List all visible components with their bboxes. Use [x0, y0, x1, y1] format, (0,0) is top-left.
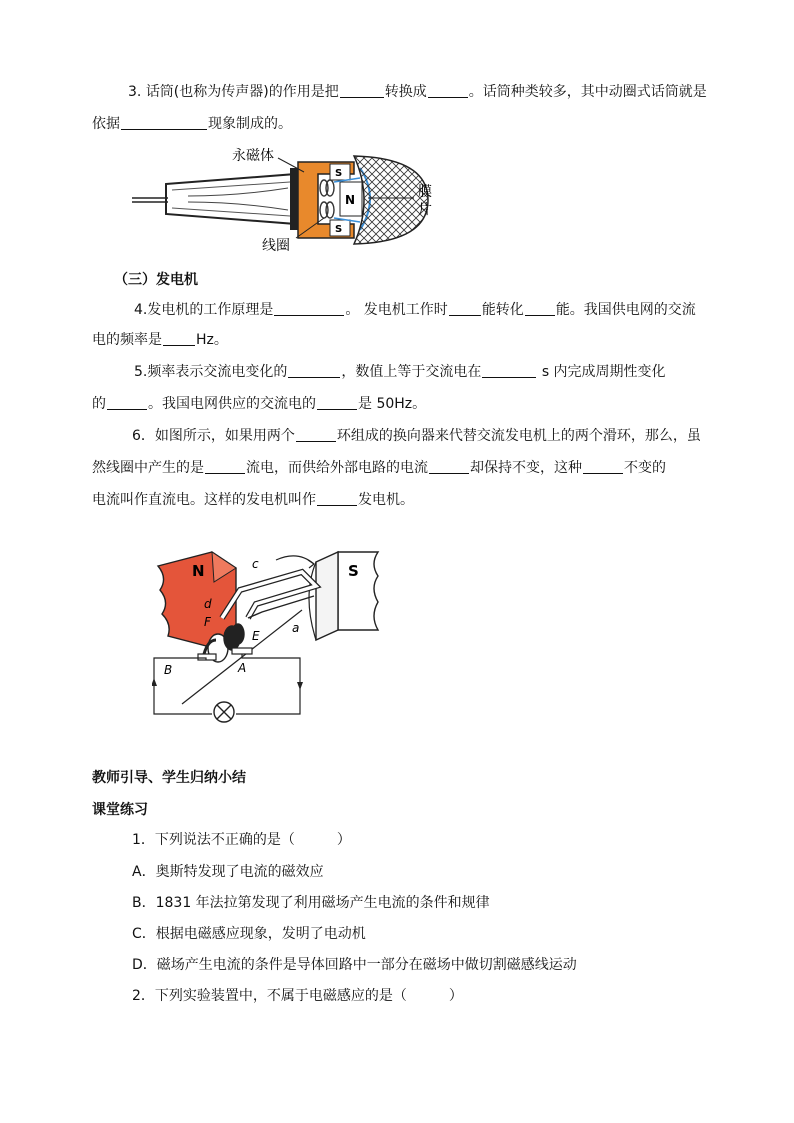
- gen-pole-n: N: [192, 562, 205, 580]
- mic-label-coil: 线圈: [262, 238, 290, 254]
- gen-label-f: F: [204, 615, 211, 629]
- q3-text: 转换成: [384, 84, 427, 100]
- mic-pole-n: N: [345, 193, 356, 207]
- gen-label-b: B: [164, 663, 173, 677]
- summary-heading: 教师引导、学生归纳小结: [92, 770, 246, 786]
- q6-text: 电流叫作直流电。这样的发电机叫作: [92, 492, 316, 508]
- q5-text: s 内完成周期性变化: [541, 364, 666, 380]
- q6-blank-1: [296, 427, 336, 442]
- q5-blank-2: [482, 363, 536, 378]
- q4-blank-4: [163, 331, 195, 346]
- q3-blank-3: [121, 115, 207, 130]
- q6-blank-2: [205, 459, 245, 474]
- q3-number: 3.: [128, 84, 142, 100]
- gen-label-a-lower: a: [292, 621, 300, 635]
- gen-pole-s: S: [348, 562, 359, 580]
- mic-label-magnet: 永磁体: [232, 148, 274, 164]
- practice-1-option-b: B．1831 年法拉第发现了利用磁场产生电流的条件和规律: [132, 895, 490, 911]
- q4-text: 。 发电机工作时: [345, 302, 448, 318]
- gen-label-c: c: [252, 557, 259, 571]
- q4-text: Hz。: [196, 332, 228, 348]
- q5-blank-1: [288, 363, 340, 378]
- practice-2-stem: 2．下列实验装置中，不属于电磁感应的是（ ）: [132, 988, 463, 1004]
- mic-label-film-2: 片: [418, 202, 432, 218]
- q3-blank-1: [340, 83, 384, 98]
- q6-blank-5: [317, 491, 357, 506]
- microphone-diagram: [128, 138, 438, 258]
- mic-pole-s-bottom: S: [335, 224, 343, 235]
- q6-blank-4: [583, 459, 623, 474]
- q3-blank-2: [428, 83, 468, 98]
- q6-line-2: [92, 458, 666, 478]
- q5-text: 是 50Hz。: [358, 396, 427, 412]
- practice-heading: 课堂练习: [92, 802, 148, 818]
- q6-text: 环组成的换向器来代替交流发电机上的两个滑环，那么，虽: [336, 428, 701, 444]
- q6-line-3: [92, 490, 414, 510]
- q6-text: 发电机。: [358, 492, 414, 508]
- q3-text: 现象制成的。: [208, 116, 292, 132]
- q4-number: 4.: [134, 302, 148, 318]
- mic-label-film-1: 膜: [418, 184, 432, 200]
- q4-blank-2: [449, 301, 481, 316]
- gen-label-d: d: [204, 597, 212, 611]
- q5-line-1: [134, 362, 666, 382]
- q3-text: 。话筒种类较多，其中动圈式话筒就是: [468, 84, 707, 100]
- section-heading-generator: （三）发电机: [114, 272, 198, 288]
- q6-text: 如图所示，如果用两个: [154, 428, 295, 444]
- practice-1-option-d: D．磁场产生电流的条件是导体回路中一部分在磁场中做切割磁感线运动: [132, 957, 577, 973]
- q6-text: 不变的: [624, 460, 666, 476]
- q5-number: 5.: [134, 364, 148, 380]
- q4-blank-1: [274, 301, 344, 316]
- q6-line-1: [132, 426, 701, 446]
- q3-line-2: [92, 114, 292, 134]
- q5-blank-3: [107, 395, 147, 410]
- gen-label-a-upper: A: [238, 661, 247, 675]
- q4-text: 发电机的工作原理是: [147, 302, 274, 318]
- q3-line-1: [128, 82, 707, 102]
- q4-line-1: [134, 300, 696, 320]
- q5-blank-4: [317, 395, 357, 410]
- generator-diagram: [152, 544, 384, 724]
- q5-line-2: [92, 394, 426, 414]
- q3-text: 话筒(也称为传声器)的作用是把: [145, 84, 339, 100]
- q3-text: 依据: [92, 116, 120, 132]
- q5-text: 频率表示交流电变化的: [147, 364, 288, 380]
- q5-text: 。我国电网供应的交流电的: [148, 396, 316, 412]
- q6-blank-3: [429, 459, 469, 474]
- q6-text: 流电，而供给外部电路的电流: [246, 460, 428, 476]
- q5-text: ，数值上等于交流电在: [341, 364, 482, 380]
- q4-text: 电的频率是: [92, 332, 162, 348]
- q6-text: 然线圈中产生的是: [92, 460, 204, 476]
- q4-text: 能。我国供电网的交流: [555, 302, 696, 318]
- practice-1-stem: 1．下列说法不正确的是（ ）: [132, 832, 351, 848]
- q5-text: 的: [92, 396, 106, 412]
- mic-pole-s-top: S: [335, 168, 343, 179]
- q4-text: 能转化: [481, 302, 524, 318]
- q4-line-2: [92, 330, 228, 350]
- q4-blank-3: [525, 301, 555, 316]
- q6-text: 却保持不变，这种: [470, 460, 582, 476]
- practice-1-option-c: C．根据电磁感应现象，发明了电动机: [132, 926, 366, 942]
- practice-1-option-a: A．奥斯特发现了电流的磁效应: [132, 864, 324, 880]
- gen-label-e: E: [252, 629, 260, 643]
- q6-number: 6．: [132, 428, 155, 444]
